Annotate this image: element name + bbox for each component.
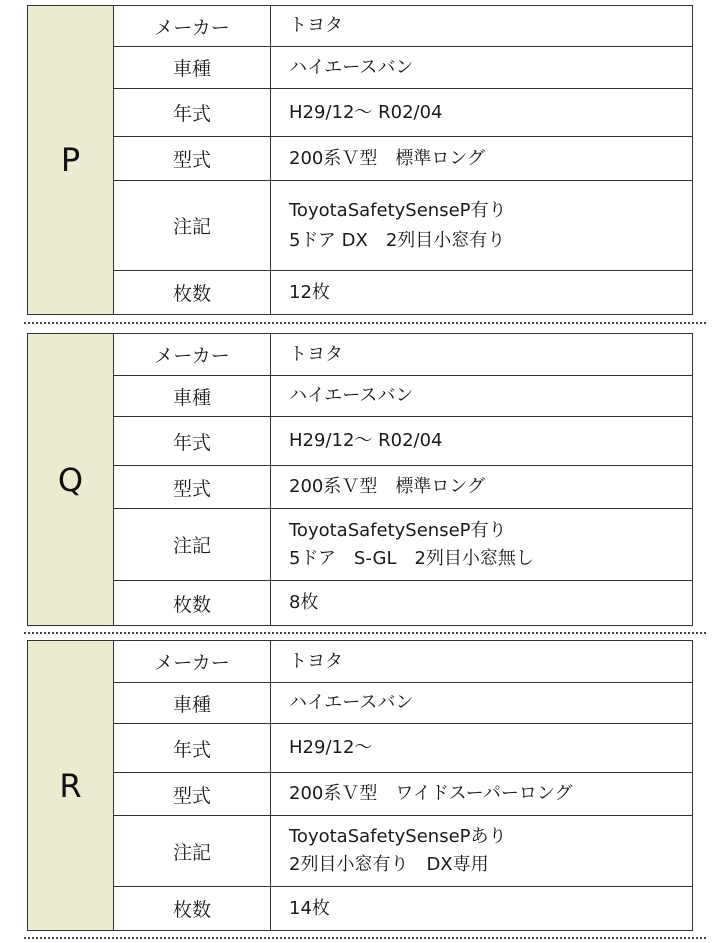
row-maker: [114, 641, 692, 683]
label-notes: 注記: [114, 509, 271, 580]
notes-line-1: ToyotaSafetySenseP有り: [289, 519, 507, 541]
value-maker: トヨタ: [289, 15, 343, 36]
row-count: [114, 271, 692, 314]
value-year: H29/12～ R02/04: [289, 101, 443, 123]
row-model: [114, 376, 692, 417]
label-type: 型式: [114, 773, 271, 815]
label-maker: メーカー: [114, 6, 271, 46]
row-type: [114, 466, 692, 509]
value-maker: トヨタ: [289, 343, 343, 365]
notes-line-1: ToyotaSafetySenseP有り: [289, 199, 507, 221]
row-year: [114, 89, 692, 137]
dotted-separator: [24, 937, 706, 939]
row-year: [114, 724, 692, 773]
label-maker: メーカー: [114, 334, 271, 375]
value-count: 12枚: [289, 281, 330, 303]
label-count: 枚数: [114, 581, 271, 625]
spec-table-q: [27, 333, 693, 626]
variant-letter: Q: [28, 334, 114, 625]
label-model: 車種: [114, 683, 271, 723]
value-notes: [271, 816, 692, 886]
row-count: [114, 887, 692, 930]
variant-letter: P: [28, 6, 114, 314]
row-notes: [114, 181, 692, 271]
spec-table-p: [27, 5, 693, 315]
value-model: ハイエースバン: [289, 385, 414, 406]
label-count: 枚数: [114, 271, 271, 314]
label-notes: 注記: [114, 816, 271, 886]
dotted-separator: [24, 632, 706, 634]
value-year: H29/12～: [289, 737, 373, 758]
label-type: 型式: [114, 466, 271, 508]
notes-line-2: 5ドア DX 2列目小窓有り: [289, 229, 506, 251]
notes-line-1: ToyotaSafetySensePあり: [289, 826, 507, 847]
value-count: 8枚: [289, 592, 319, 613]
label-year: 年式: [114, 417, 271, 465]
notes-line-2: 5ドア S-GL 2列目小窓無し: [289, 547, 534, 569]
row-type: [114, 137, 692, 181]
row-count: [114, 581, 692, 625]
label-model: 車種: [114, 376, 271, 416]
label-year: 年式: [114, 89, 271, 136]
value-count: 14枚: [289, 897, 330, 919]
notes-line-2: 2列目小窓有り DX専用: [289, 854, 489, 875]
variant-letter: R: [28, 641, 114, 930]
row-model: [114, 683, 692, 724]
row-maker: [114, 334, 692, 376]
row-notes: [114, 509, 692, 581]
label-notes: 注記: [114, 181, 271, 270]
row-type: [114, 773, 692, 816]
value-year: H29/12～ R02/04: [289, 430, 443, 451]
value-type: 200系Ｖ型 標準ロング: [289, 476, 485, 497]
value-type: 200系Ｖ型 ワイドスーパーロング: [289, 783, 573, 804]
value-model: ハイエースバン: [289, 692, 414, 713]
spec-table-r: [27, 640, 693, 931]
value-model: ハイエースバン: [289, 56, 414, 78]
dotted-separator: [24, 322, 706, 324]
value-type: 200系Ｖ型 標準ロング: [289, 147, 485, 169]
row-maker: [114, 6, 692, 47]
value-notes: [271, 509, 692, 580]
row-year: [114, 417, 692, 466]
label-year: 年式: [114, 724, 271, 772]
label-type: 型式: [114, 137, 271, 180]
value-notes: [271, 181, 692, 270]
label-count: 枚数: [114, 887, 271, 930]
row-model: [114, 47, 692, 89]
row-notes: [114, 816, 692, 887]
label-maker: メーカー: [114, 641, 271, 682]
label-model: 車種: [114, 47, 271, 88]
value-maker: トヨタ: [289, 650, 343, 672]
